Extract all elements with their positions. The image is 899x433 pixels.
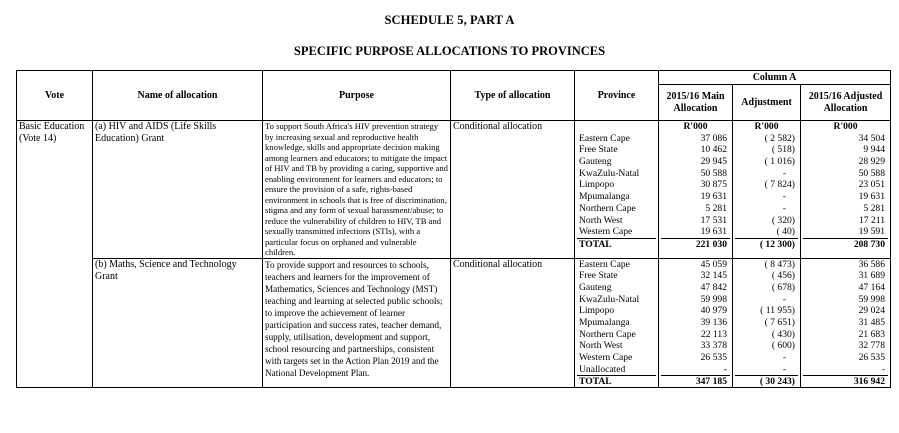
main-allocation-value: 47 842: [700, 281, 727, 293]
header-column-a: Column A: [659, 71, 891, 85]
adjusted-allocation-value: 31 689: [858, 270, 886, 282]
header-purpose: Purpose: [263, 71, 451, 121]
main-allocation-value: 39 136: [700, 316, 727, 328]
adjustment-values: [733, 121, 801, 259]
adjustment-value: -: [782, 352, 786, 363]
main-allocation-value: 19 631: [700, 226, 727, 238]
adjustment-value: ( 7 651): [764, 316, 795, 328]
vote-number: (Vote 14): [19, 133, 57, 144]
adjusted-allocation-values: [801, 121, 891, 259]
adjusted-allocation-values: [801, 258, 891, 388]
adjustment-value: -: [782, 191, 786, 203]
province-name: Free State: [579, 144, 618, 156]
province-name: Gauteng: [579, 156, 612, 168]
total-label: TOTAL: [577, 238, 656, 250]
adjustment-value: ( 430): [771, 328, 795, 340]
header-type: Type of allocation: [451, 71, 575, 121]
adjusted-allocation-value: 29 024: [858, 305, 886, 317]
main-allocation-value: 40 979: [700, 305, 727, 317]
unit-label: R'000: [754, 121, 779, 132]
adjusted-allocation-value: 23 051: [858, 179, 886, 191]
province-name: Mpumalanga: [579, 316, 630, 328]
main-allocation-value: 32 145: [700, 270, 727, 282]
allocation-row-b: [17, 258, 891, 388]
adjustment-value: ( 320): [771, 214, 795, 226]
header-adjusted-allocation: 2015/16 Adjusted Allocation: [801, 85, 891, 121]
allocation-type: Conditional allocation: [451, 258, 575, 388]
province-list: [575, 258, 659, 388]
header-name: Name of allocation: [93, 71, 263, 121]
adjusted-allocation-value: -: [881, 363, 886, 375]
total-label: TOTAL: [577, 375, 656, 387]
province-name: Northern Cape: [579, 202, 636, 214]
adjusted-allocation-value: 26 535: [858, 352, 886, 363]
unit-label: R'000: [833, 121, 858, 132]
province-name: Mpumalanga: [579, 191, 630, 203]
adjustment-value: ( 11 955): [760, 305, 795, 317]
adjustment-values: [733, 258, 801, 388]
adjusted-allocation-value: 9 944: [863, 144, 886, 156]
adjusted-allocation-value: 21 683: [858, 328, 886, 340]
allocation-name: (b) Maths, Science and Technology Grant: [93, 258, 263, 388]
total-main-allocation-value: 347 185: [661, 375, 730, 387]
main-allocation-value: 17 531: [700, 214, 727, 226]
header-main-allocation: 2015/16 Main Allocation: [659, 85, 733, 121]
adjustment-value: -: [782, 202, 786, 214]
adjustment-value: ( 456): [771, 270, 795, 282]
main-allocation-value: 59 998: [700, 293, 727, 305]
total-main-allocation-value: 221 030: [661, 238, 730, 250]
main-allocation-value: 19 631: [700, 191, 727, 203]
adjusted-allocation-value: 19 591: [858, 226, 886, 238]
adjustment-value: ( 600): [771, 340, 795, 352]
header-province: Province: [575, 71, 659, 121]
adjusted-allocation-value: 59 998: [858, 293, 886, 305]
adjustment-value: ( 40): [776, 226, 795, 238]
province-name: Eastern Cape: [579, 258, 630, 270]
adjustment-value: ( 1 016): [764, 156, 795, 168]
main-allocation-value: 29 945: [700, 156, 727, 168]
adjustment-value: ( 7 824): [764, 179, 795, 191]
allocation-purpose: To provide support and resources to schools, teachers and learners for the improvement of Mathematics, Sciences and Technology (MST) teaching and learning at selected public schools; to improve the achievement of learner participation and success rates, teacher demand, supply, utilisation, development and support, school resourcing and partnerships, consistent with targets set in the Action Plan 2019 and the National Development Plan.: [263, 258, 451, 388]
adjustment-value: ( 678): [771, 281, 795, 293]
province-name: Gauteng: [579, 281, 612, 293]
adjusted-allocation-value: 50 588: [858, 167, 886, 179]
main-allocation-value: 5 281: [705, 202, 727, 214]
province-name: Northern Cape: [579, 328, 636, 340]
allocation-type: Conditional allocation: [451, 121, 575, 259]
main-allocation-value: -: [723, 363, 727, 375]
province-name: Limpopo: [579, 305, 615, 317]
adjustment-value: -: [782, 363, 786, 375]
total-adjustment-value: ( 12 300): [735, 238, 798, 250]
schedule-subtitle: SPECIFIC PURPOSE ALLOCATIONS TO PROVINCES: [293, 44, 606, 58]
adjusted-allocation-value: 19 631: [858, 191, 886, 203]
province-name: Unallocated: [579, 363, 626, 375]
adjustment-value: ( 8 473): [764, 258, 795, 270]
vote-name: Basic Education: [19, 121, 85, 132]
adjustment-value: ( 2 582): [764, 132, 795, 144]
adjusted-allocation-value: 5 281: [863, 202, 886, 214]
main-allocation-values: [659, 258, 733, 388]
total-adjusted-allocation-value: 208 730: [803, 238, 888, 250]
main-allocation-value: 30 875: [700, 179, 727, 191]
province-name: North West: [579, 340, 623, 352]
province-name: Western Cape: [579, 352, 633, 363]
main-allocation-value: 37 086: [700, 132, 727, 144]
unit-label: R'000: [683, 121, 708, 132]
adjusted-allocation-value: 17 211: [858, 214, 886, 226]
main-allocation-value: 22 113: [700, 328, 727, 340]
adjusted-allocation-value: 31 485: [858, 316, 886, 328]
main-allocation-value: 10 462: [700, 144, 727, 156]
total-adjusted-allocation-value: 316 942: [803, 375, 888, 387]
adjustment-value: ( 518): [771, 144, 795, 156]
main-allocation-value: 45 059: [700, 258, 727, 270]
adjusted-allocation-value: 47 164: [858, 281, 886, 293]
schedule-title: SCHEDULE 5, PART A: [384, 13, 515, 27]
province-name: Free State: [579, 270, 618, 282]
main-allocation-value: 50 588: [700, 167, 727, 179]
vote-cell: [17, 121, 93, 388]
province-name: KwaZulu-Natal: [579, 293, 640, 305]
adjusted-allocation-value: 28 929: [858, 156, 886, 168]
adjustment-value: -: [782, 293, 786, 305]
adjusted-allocation-value: 32 778: [858, 340, 886, 352]
adjusted-allocation-value: 36 586: [858, 258, 886, 270]
allocation-name: (a) HIV and AIDS (Life Skills Education) Grant: [93, 121, 263, 259]
adjusted-allocation-value: 34 504: [858, 132, 886, 144]
header-adjustment: Adjustment: [733, 85, 801, 121]
header-vote: Vote: [17, 71, 93, 121]
province-name: Limpopo: [579, 179, 615, 191]
main-allocation-values: [659, 121, 733, 259]
province-name: Eastern Cape: [579, 132, 630, 144]
province-name: North West: [579, 214, 623, 226]
allocation-purpose: To support South Africa's HIV prevention strategy by increasing sexual and reproductive health knowledge, skills and appropriate decision making among learners and educators; to mitigate the impact of HIV and TB by providing a caring, supportive and enabling environment for learners and educators; to ensure the provision of a safe, rights-based environment in schools that is free of discrimination, stigma and any form of sexual harassment/abuse; to reduce the vulnerability of children to HIV, TB and sexually transmitted infections (STIs), with a particular focus on orphaned and vulnerable children.: [263, 121, 451, 259]
province-list: [575, 121, 659, 259]
province-name: Western Cape: [579, 226, 633, 238]
total-adjustment-value: ( 30 243): [735, 375, 798, 387]
allocation-row-a: [17, 121, 891, 259]
main-allocation-value: 33 378: [700, 340, 727, 352]
province-name: KwaZulu-Natal: [579, 167, 640, 179]
main-allocation-value: 26 535: [700, 352, 727, 363]
allocations-table: [16, 70, 891, 388]
adjustment-value: -: [782, 167, 786, 179]
